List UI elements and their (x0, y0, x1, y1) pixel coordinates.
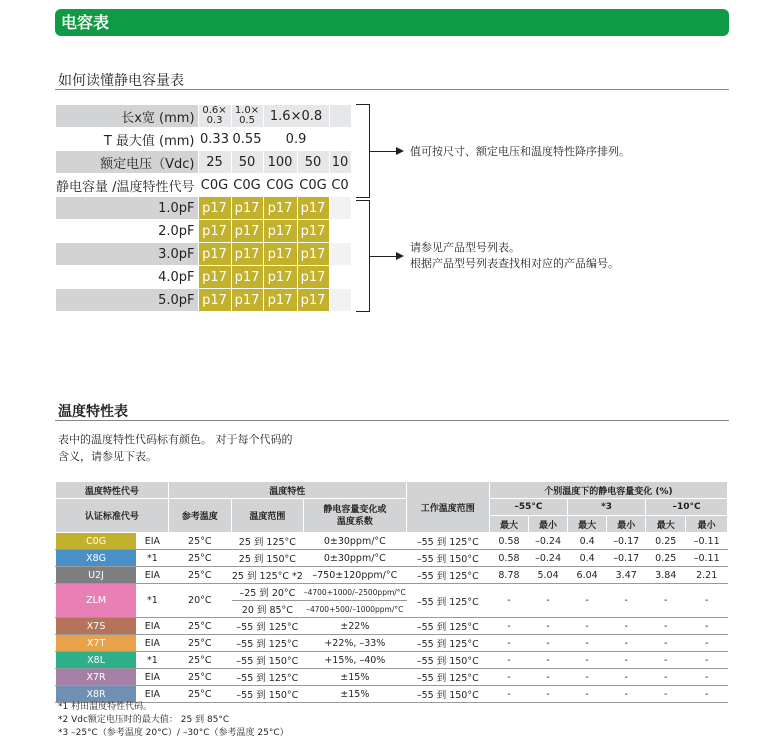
page-ref-cell: p17 (263, 289, 297, 312)
cap-change-cell: 0±30ppm/°C (303, 533, 406, 550)
page-ref-cell: p17 (263, 243, 297, 266)
value-cell: 6.04 (567, 567, 606, 584)
note-part-list (410, 240, 619, 272)
desc-line: 含义，请参见下表。 (58, 450, 157, 463)
value-cell: - (567, 686, 606, 703)
op-range-cell: –55 到 150°C (406, 686, 489, 703)
range-cell: –25 到 20°C (231, 584, 303, 601)
range-cell: 25 到 125°C (231, 533, 303, 550)
value-cell: - (646, 635, 686, 652)
value-cell: - (607, 584, 646, 618)
desc-line: 表中的温度特性代码标有颜色。 对于每个代码的 (58, 433, 293, 446)
header-cap-change: 静电容量变化或 温度系数 (303, 499, 406, 533)
temperature-characteristics-table (55, 481, 728, 703)
header-t2: *3 (567, 499, 645, 516)
value-cell: - (646, 686, 686, 703)
table-row (56, 567, 728, 584)
page-ref-cell: p17 (198, 289, 231, 312)
capacitance-label: 1.0pF (56, 197, 199, 220)
range-cell: –55 到 150°C (231, 686, 303, 703)
value-cell: - (607, 669, 646, 686)
range-cell: 25 到 150°C (231, 550, 303, 567)
empty-cell (329, 197, 351, 220)
footnotes (58, 701, 289, 740)
value-cell: - (686, 669, 728, 686)
table-row (56, 618, 728, 635)
page-ref-cell: p17 (231, 197, 263, 220)
value-cell: - (529, 635, 568, 652)
note-sort-order: 值可按尺寸、额定电压和温度特性降序排列。 (410, 145, 630, 158)
header-min: 最小 (607, 516, 646, 533)
value-cell: - (529, 652, 568, 669)
value-cell: - (529, 584, 568, 618)
arrow-head-icon (396, 147, 404, 155)
value-cell: - (607, 618, 646, 635)
table-row (56, 652, 728, 669)
page-ref-cell: p17 (231, 266, 263, 289)
op-range-cell: –55 到 125°C (406, 567, 489, 584)
value-cell: 3.84 (646, 567, 686, 584)
section-divider (55, 89, 729, 90)
cap-change-cell: –750±120ppm/°C (303, 567, 406, 584)
capacitance-label: 3.0pF (56, 243, 199, 266)
value-cell: - (686, 618, 728, 635)
value-cell: –0.24 (529, 533, 568, 550)
table-row (56, 635, 728, 652)
label-capacitance-code: 静电容量 /温度特性代号 (56, 174, 199, 197)
code-cell: C0G (297, 174, 329, 197)
value-cell: - (607, 686, 646, 703)
value-cell: 0.58 (489, 533, 528, 550)
op-range-cell: –55 到 125°C (406, 533, 489, 550)
temp-code-cell: U2J (56, 567, 137, 584)
std-cell: EIA (137, 686, 169, 703)
page-ref-cell: p17 (297, 197, 329, 220)
op-range-cell: –55 到 125°C (406, 669, 489, 686)
value-cell: - (489, 669, 528, 686)
cap-change-cell: 0±30ppm/°C (303, 550, 406, 567)
page-ref-cell: p17 (297, 289, 329, 312)
op-range-cell: –55 到 150°C (406, 652, 489, 669)
bracket-lower (356, 200, 370, 312)
ref-temp-cell: 25°C (168, 669, 231, 686)
value-cell: - (567, 652, 606, 669)
capacitance-sample-table (55, 104, 352, 312)
label-t-max: T 最大值 (mm) (56, 128, 199, 151)
section-divider (55, 420, 729, 421)
empty-cell (329, 220, 351, 243)
value-cell: - (489, 635, 528, 652)
range-cell: –55 到 125°C (231, 635, 303, 652)
label-rated-voltage: 额定电压（Vdc) (56, 151, 199, 174)
arrow-line (370, 151, 398, 152)
header-code: 温度特性代号 (56, 482, 169, 499)
temp-code-cell: X7T (56, 635, 137, 652)
header-temp-char: 温度特性 (168, 482, 406, 499)
range-cell: 20 到 85°C (231, 601, 303, 618)
ref-temp-cell: 25°C (168, 567, 231, 584)
header-max: 最大 (567, 516, 606, 533)
cap-change-cell: ±22% (303, 618, 406, 635)
voltage-cell: 50 (231, 151, 263, 174)
range-cell: –55 到 125°C (231, 669, 303, 686)
voltage-cell: 25 (198, 151, 231, 174)
temp-code-cell: X7R (56, 669, 137, 686)
value-cell: - (489, 584, 528, 618)
value-cell: - (529, 618, 568, 635)
footnote: *1 村田温度特性代码。 (58, 702, 153, 712)
header-indiv-change: 个别温度下的静电容量变化 (%) (489, 482, 727, 499)
section-title-temp-char: 温度特性表 (58, 404, 128, 420)
header-t1: –55°C (489, 499, 567, 516)
cap-change-cell: +22%, –33% (303, 635, 406, 652)
voltage-cell: 50 (297, 151, 329, 174)
value-cell: - (607, 652, 646, 669)
page-ref-cell: p17 (297, 243, 329, 266)
op-range-cell: –55 到 150°C (406, 550, 489, 567)
page-ref-cell: p17 (297, 220, 329, 243)
std-cell: EIA (137, 567, 169, 584)
std-cell: EIA (137, 533, 169, 550)
std-cell: *1 (137, 652, 169, 669)
value-cell: - (529, 669, 568, 686)
capacitance-label: 2.0pF (56, 220, 199, 243)
t-cell: 0.33 (198, 128, 231, 151)
temp-code-cell: C0G (56, 533, 137, 550)
table-row (56, 669, 728, 686)
temp-code-cell: ZLM (56, 584, 137, 618)
voltage-cell: 100 (263, 151, 297, 174)
value-cell: - (567, 618, 606, 635)
t-cell-empty (329, 128, 351, 151)
value-cell: –0.17 (607, 533, 646, 550)
ref-temp-cell: 20°C (168, 584, 231, 618)
temp-code-cell: X8R (56, 686, 137, 703)
page-ref-cell: p17 (263, 266, 297, 289)
value-cell: 0.4 (567, 533, 606, 550)
std-cell: EIA (137, 618, 169, 635)
ref-temp-cell: 25°C (168, 686, 231, 703)
page-ref-cell: p17 (198, 243, 231, 266)
bracket-upper (356, 104, 370, 198)
table-row (56, 533, 728, 550)
value-cell: - (529, 686, 568, 703)
header-t3: –10°C (646, 499, 728, 516)
arrow-line (370, 256, 398, 257)
code-cell: C0G (198, 174, 231, 197)
std-cell: EIA (137, 635, 169, 652)
empty-cell (329, 243, 351, 266)
ref-temp-cell: 25°C (168, 533, 231, 550)
op-range-cell: –55 到 125°C (406, 635, 489, 652)
std-cell: EIA (137, 669, 169, 686)
voltage-cell: 10 (329, 151, 351, 174)
range-cell: –55 到 150°C (231, 652, 303, 669)
header-max: 最大 (489, 516, 528, 533)
value-cell: 0.25 (646, 550, 686, 567)
size-cell-empty (329, 105, 351, 128)
header-max: 最大 (646, 516, 686, 533)
range-cell: 25 到 125°C *2 (231, 567, 303, 584)
value-cell: - (567, 635, 606, 652)
value-cell: - (686, 652, 728, 669)
code-cell: C0G (263, 174, 297, 197)
value-cell: –0.17 (607, 550, 646, 567)
temp-code-cell: X7S (56, 618, 137, 635)
note-line: 请参见产品型号列表。 (410, 241, 520, 254)
ref-temp-cell: 25°C (168, 550, 231, 567)
page-ref-cell: p17 (263, 197, 297, 220)
value-cell: - (567, 669, 606, 686)
cap-change-cell: –4700+1000/–2500ppm/°C (303, 584, 406, 601)
table-row (56, 584, 728, 601)
note-line: 根据产品型号列表查找相对应的产品编号。 (410, 257, 619, 270)
value-cell: 0.4 (567, 550, 606, 567)
code-cell: C0 (329, 174, 351, 197)
cap-change-cell: ±15% (303, 669, 406, 686)
table-row (56, 550, 728, 567)
capacitance-label: 4.0pF (56, 266, 199, 289)
std-cell: *1 (137, 584, 169, 618)
page-ref-cell: p17 (297, 266, 329, 289)
t-cell: 0.55 (231, 128, 263, 151)
capacitance-label: 5.0pF (56, 289, 199, 312)
value-cell: 8.78 (489, 567, 528, 584)
temp-code-cell: X8G (56, 550, 137, 567)
std-cell: *1 (137, 550, 169, 567)
arrow-head-icon (396, 252, 404, 260)
value-cell: 0.58 (489, 550, 528, 567)
value-cell: 5.04 (529, 567, 568, 584)
page-ref-cell: p17 (198, 197, 231, 220)
value-cell: 0.25 (646, 533, 686, 550)
page-ref-cell: p17 (231, 289, 263, 312)
cap-change-cell: ±15% (303, 686, 406, 703)
value-cell: - (646, 584, 686, 618)
range-cell: –55 到 125°C (231, 618, 303, 635)
value-cell: –0.11 (686, 550, 728, 567)
ref-temp-cell: 25°C (168, 618, 231, 635)
value-cell: - (646, 652, 686, 669)
header-op-range: 工作温度范围 (406, 482, 489, 533)
temp-description (58, 431, 293, 465)
empty-cell (329, 266, 351, 289)
value-cell: - (686, 635, 728, 652)
page-ref-cell: p17 (231, 243, 263, 266)
page-ref-cell: p17 (198, 220, 231, 243)
value-cell: - (567, 584, 606, 618)
cap-change-cell: –4700+500/–1000ppm/°C (303, 601, 406, 618)
size-cell: 1.0× 0.5 (231, 105, 263, 128)
table-row (56, 686, 728, 703)
header-min: 最小 (529, 516, 568, 533)
value-cell: - (489, 652, 528, 669)
section-title-how-to-read: 如何读懂静电容量表 (58, 73, 184, 89)
label-size: 长x宽 (mm) (56, 105, 199, 128)
page-ref-cell: p17 (198, 266, 231, 289)
t-cell: 0.9 (263, 128, 329, 151)
size-cell: 0.6× 0.3 (198, 105, 231, 128)
size-cell: 1.6×0.8 (263, 105, 329, 128)
value-cell: - (646, 669, 686, 686)
value-cell: - (646, 618, 686, 635)
footnote: *3 –25°C（参考温度 20°C）/ –30°C（参考温度 25°C） (58, 728, 289, 738)
page-ref-cell: p17 (263, 220, 297, 243)
op-range-cell: –55 到 125°C (406, 618, 489, 635)
header-range: 温度范围 (231, 499, 303, 533)
footnote: *2 Vdc额定电压时的最大值： 25 到 85°C (58, 715, 230, 725)
value-cell: - (489, 618, 528, 635)
empty-cell (329, 289, 351, 312)
header-cert: 认证标准代号 (56, 499, 169, 533)
value-cell: 3.47 (607, 567, 646, 584)
cap-change-cell: +15%, –40% (303, 652, 406, 669)
header-min: 最小 (686, 516, 728, 533)
value-cell: 2.21 (686, 567, 728, 584)
code-cell: C0G (231, 174, 263, 197)
header-ref-temp: 参考温度 (168, 499, 231, 533)
value-cell: - (686, 686, 728, 703)
ref-temp-cell: 25°C (168, 652, 231, 669)
temp-code-cell: X8L (56, 652, 137, 669)
value-cell: - (489, 686, 528, 703)
value-cell: –0.11 (686, 533, 728, 550)
value-cell: –0.24 (529, 550, 568, 567)
value-cell: - (607, 635, 646, 652)
value-cell: - (686, 584, 728, 618)
op-range-cell: –55 到 125°C (406, 584, 489, 618)
page-banner: 电容表 (55, 9, 729, 36)
ref-temp-cell: 25°C (168, 635, 231, 652)
page-ref-cell: p17 (231, 220, 263, 243)
